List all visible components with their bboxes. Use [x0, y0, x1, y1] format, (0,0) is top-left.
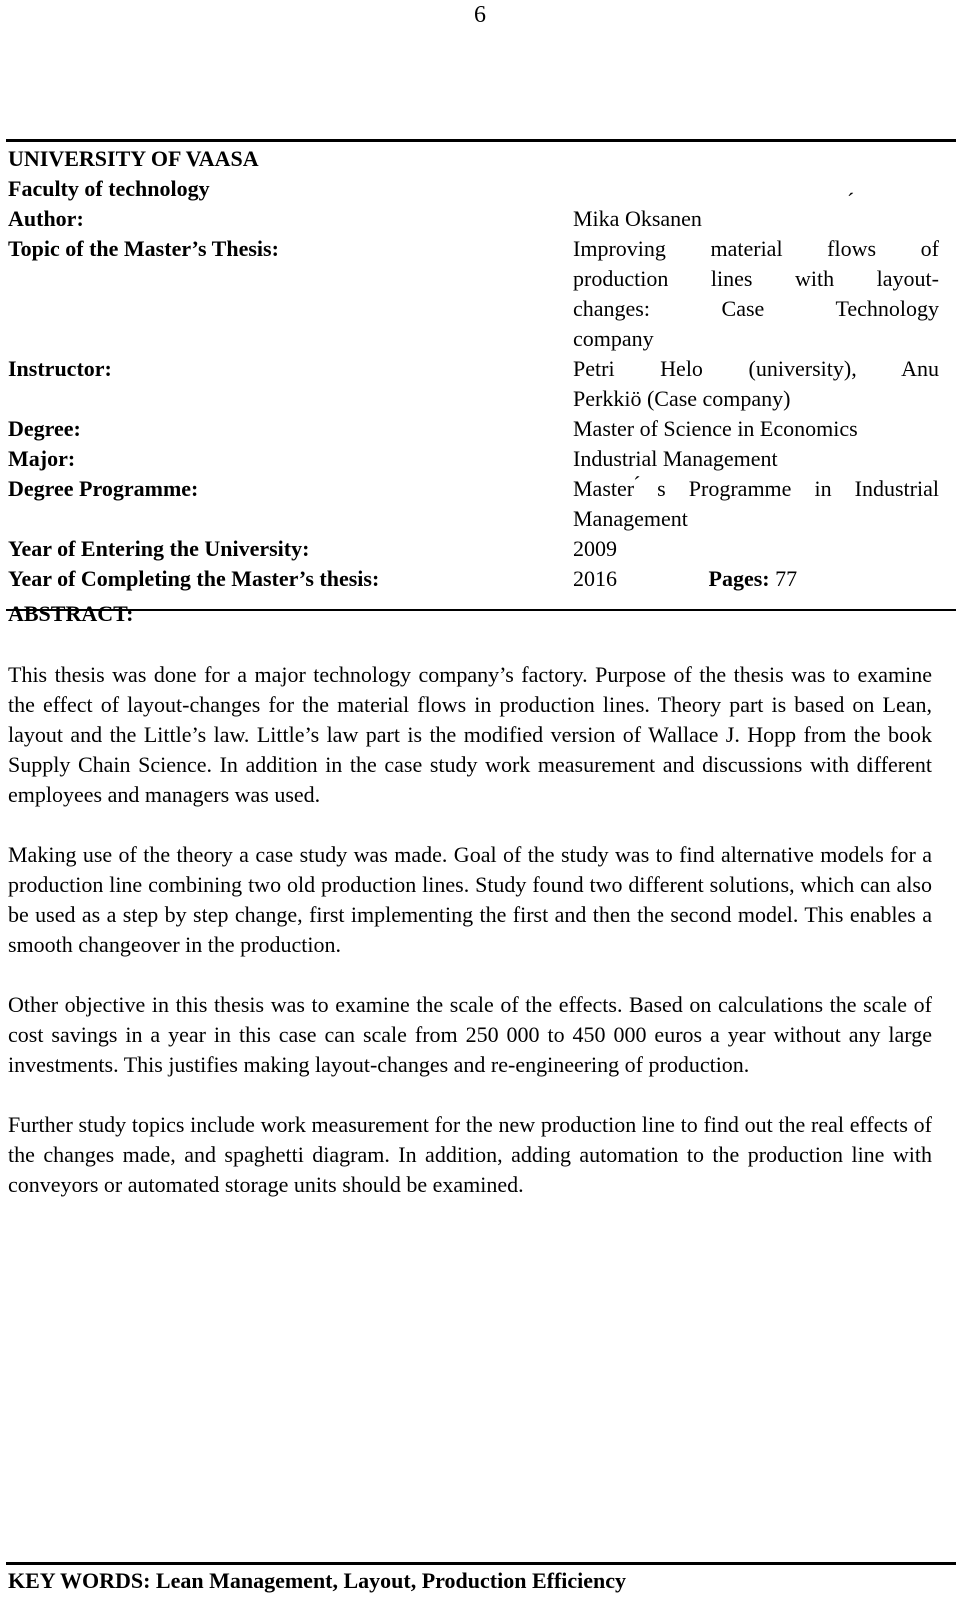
abstract-paragraph: Further study topics include work measurement for the new production line to find out the real effects of the changes made, and spaghetti diagram. In addition, adding automation to the production line with conveyors or automated storage units should be examined.	[8, 1112, 932, 1197]
keywords: KEY WORDS: Lean Management, Layout, Production Efficiency	[8, 1568, 627, 1593]
degree-row	[8, 414, 956, 444]
topic-value	[573, 234, 939, 354]
faculty-name: Faculty of technology	[8, 176, 210, 201]
year-entering-row	[8, 534, 956, 564]
programme-label: Degree Programme:	[8, 476, 199, 501]
keywords-divider	[6, 1562, 956, 1565]
year-entering-value: 2009	[573, 536, 617, 561]
topic-line: company	[573, 326, 654, 351]
topic-label: Topic of the Master’s Thesis:	[8, 236, 279, 261]
year-entering-label: Year of Entering the University:	[8, 536, 310, 561]
major-row	[8, 444, 956, 474]
topic-line: production lines with layout-	[573, 266, 939, 291]
thesis-info-block	[8, 144, 956, 594]
topic-line: Improving material flows of	[573, 236, 939, 261]
instructor-label: Instructor:	[8, 356, 112, 381]
topic-line: changes: Case Technology	[573, 296, 939, 321]
programme-line: Management	[573, 506, 688, 531]
programme-line: Master ́s Programme in Industrial	[573, 476, 939, 501]
year-completing-value: 2016	[573, 566, 617, 591]
author-value: Mika Oksanen	[573, 206, 702, 231]
author-label: Author:	[8, 206, 84, 231]
abstract-paragraph: This thesis was done for a major technology company’s factory. Purpose of the thesis was to examine the effect of layout-changes for the material flows in production lines. Theory part is based on Lean, layout and the Little’s law. Little’s law part is the modified version of Wallace J. Hopp from the book Supply Chain Science. In addition in the case study work measurement and discussions with different employees and managers was used.	[8, 662, 932, 807]
programme-row	[8, 474, 956, 534]
instructor-value	[573, 354, 939, 414]
topic-row	[8, 234, 956, 354]
degree-value: Master of Science in Economics	[573, 416, 858, 441]
abstract-paragraph: Making use of the theory a case study was made. Goal of the study was to find alternative models for a production line combining two old production lines. Study found two different solutions, which can also be used as a step by step change, first implementing the first and then the second model. This enables a smooth changeover in the production.	[8, 842, 932, 957]
instructor-line: Perkkiö (Case company)	[573, 386, 791, 411]
pages-label: Pages:	[708, 566, 770, 591]
page-number: 6	[474, 2, 486, 28]
author-row	[8, 204, 956, 234]
degree-label: Degree:	[8, 416, 81, 441]
year-completing-row	[8, 564, 956, 594]
programme-value	[573, 474, 939, 534]
pages-field	[709, 564, 798, 594]
instructor-row	[8, 354, 956, 414]
abstract-divider	[6, 609, 956, 611]
instructor-line: Petri Helo (university), Anu	[573, 356, 939, 381]
year-completing-label: Year of Completing the Master’s thesis:	[8, 566, 380, 591]
abstract-paragraph: Other objective in this thesis was to examine the scale of the effects. Based on calculations the scale of cost savings in a year in this case can scale from 250 000 to 450 000 euros a year without any large investments. This justifies making layout-changes and re-engineering of production.	[8, 992, 932, 1077]
pages-value: 77	[775, 566, 798, 591]
university-name: UNIVERSITY OF VAASA	[8, 146, 259, 171]
major-value: Industrial Management	[573, 446, 778, 471]
abstract-body	[8, 660, 932, 1230]
stray-accent-mark: ´	[847, 188, 855, 213]
major-label: Major:	[8, 446, 76, 471]
year-completing-cell	[573, 564, 939, 594]
abstract-heading: ABSTRACT:	[8, 601, 134, 626]
top-divider	[6, 139, 956, 142]
